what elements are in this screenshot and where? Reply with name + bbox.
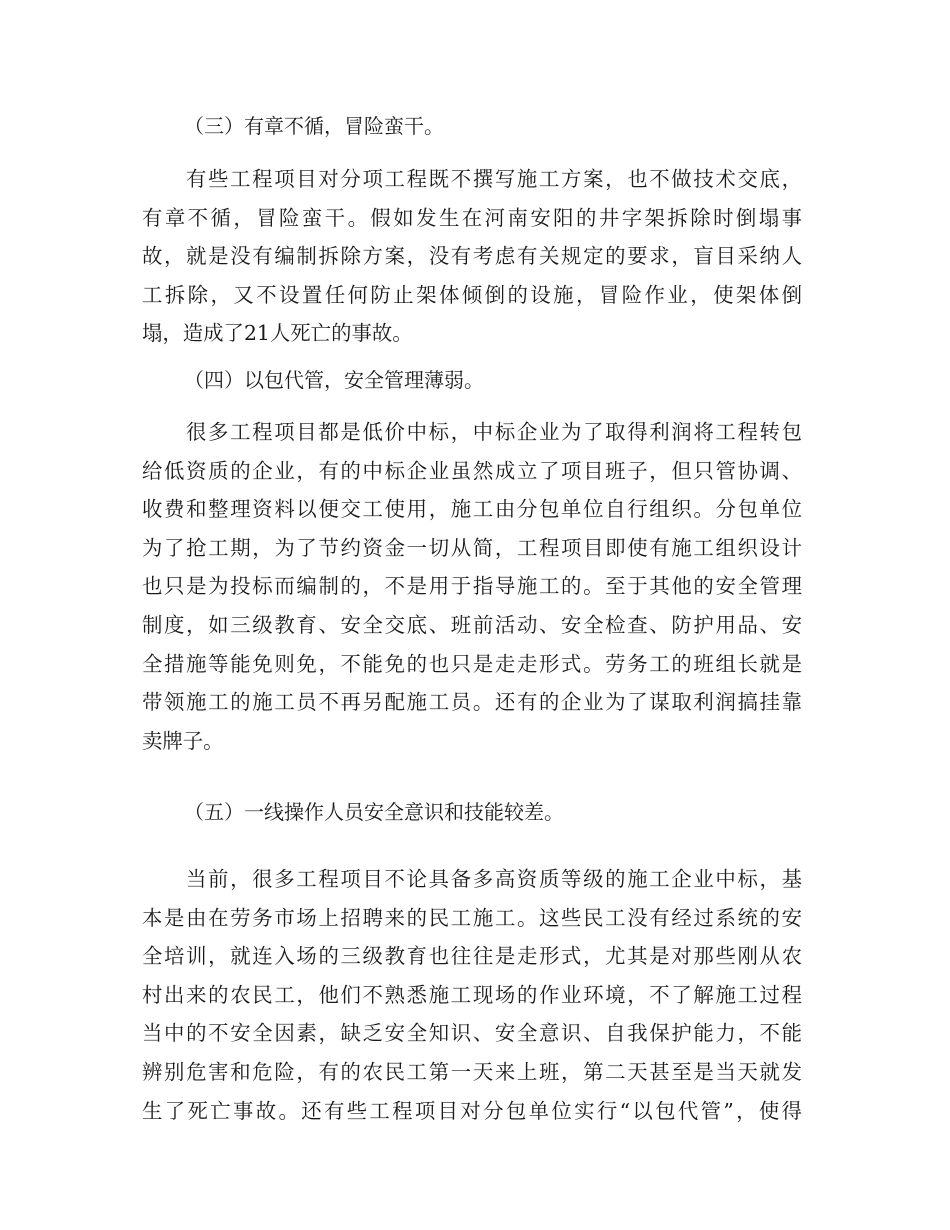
paragraph-line: 辨别危害和危险，有的农民工第一天来上班，第二天甚至是当天就发 [142, 1059, 802, 1084]
paragraph-line: 村出来的农民工，他们不熟悉施工现场的作业环境，不了解施工过程 [142, 982, 802, 1007]
paragraph-line: 故，就是没有编制拆除方案，没有考虑有关规定的要求，盲目采纳人 [142, 244, 802, 269]
section-paragraph-5 [142, 860, 802, 1130]
paragraph-line: 有章不循，冒险蛮干。假如发生在河南安阳的井字架拆除时倒塌事 [142, 205, 802, 230]
paragraph-line: 生了死亡事故。还有些工程项目对分包单位实行“以包代管”，使得 [142, 1098, 802, 1123]
section-heading-5: （五）一线操作人员安全意识和技能较差。 [184, 800, 564, 824]
section-paragraph-4 [142, 413, 802, 760]
paragraph-line: 塌，造成了21人死亡的事故。 [142, 321, 413, 346]
paragraph-line: 也只是为投标而编制的，不是用于指导施工的。至于其他的安全管理 [142, 574, 802, 599]
paragraph-line: 带领施工的施工员不再另配施工员。还有的企业为了谋取利润搞挂靠 [142, 690, 802, 715]
paragraph-line: 本是由在劳务市场上招聘来的民工施工。这些民工没有经过系统的安 [142, 905, 802, 930]
paragraph-line: 全措施等能免则免，不能免的也只是走走形式。劳务工的班组长就是 [142, 651, 802, 676]
section-heading-4: （四）以包代管，安全管理薄弱。 [184, 368, 484, 392]
paragraph-line: 全培训，就连入场的三级教育也往往是走形式，尤其是对那些刚从农 [142, 944, 802, 969]
paragraph-line: 制度，如三级教育、安全交底、班前活动、安全检查、防护用品、安 [142, 612, 802, 637]
section-paragraph-3 [142, 160, 802, 353]
paragraph-line: 当前，很多工程项目不论具备多高资质等级的施工企业中标，基 [186, 867, 802, 891]
paragraph-line: 收费和整理资料以便交工使用，施工由分包单位自行组织。分包单位 [142, 497, 802, 522]
paragraph-line: 卖牌子。 [142, 728, 224, 753]
paragraph-line: 工拆除，又不设置任何防止架体倾倒的设施，冒险作业，使架体倒 [142, 282, 802, 307]
paragraph-line: 为了抢工期，为了节约资金一切从简，工程项目即使有施工组织设计 [142, 535, 802, 560]
paragraph-line: 很多工程项目都是低价中标，中标企业为了取得利润将工程转包 [186, 420, 802, 444]
paragraph-line: 给低资质的企业，有的中标企业虽然成立了项目班子，但只管协调、 [142, 458, 802, 483]
paragraph-line: 有些工程项目对分项工程既不撰写施工方案，也不做技术交底， [186, 167, 802, 191]
section-heading-3: （三）有章不循，冒险蛮干。 [184, 114, 444, 138]
paragraph-line: 当中的不安全因素，缺乏安全知识、安全意识、自我保护能力，不能 [142, 1021, 802, 1046]
